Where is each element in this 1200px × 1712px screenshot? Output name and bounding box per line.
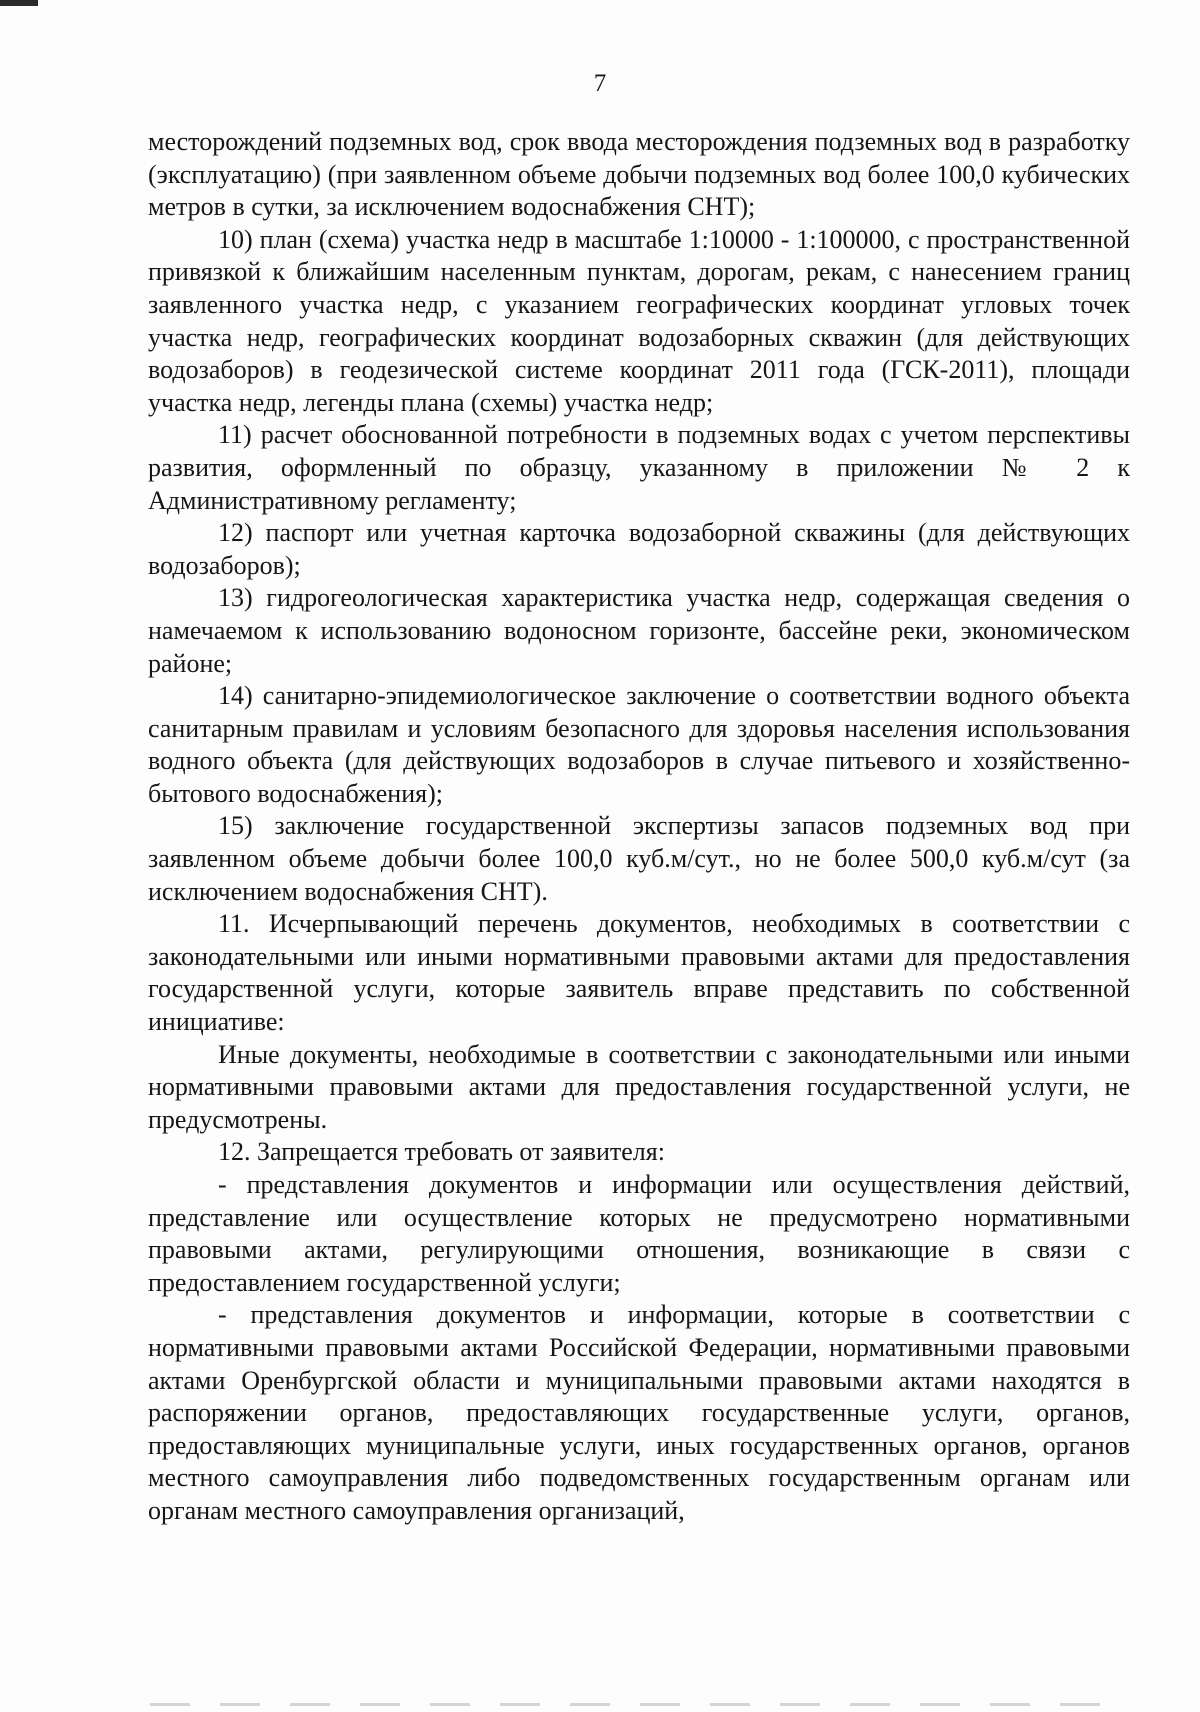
paragraph-item-15: 15) заключение государственной экспертизы запасов подземных вод при заявленном объеме добычи более 100,0 куб.м/сут., но не более 500,0 куб.м/сут (за исключением водоснабжения СНТ). (148, 811, 1130, 906)
page-number: 7 (593, 70, 607, 97)
paragraph-prohibition-2: - представления документов и информации, которые в соответствии с нормативными правовыми актами Российской Федерации, нормативными правовыми актами Оренбургской области и муниципальными правовыми актами находятся в распоряжении органов, предоставляющих государственные услуги, органов, предоставляющих муниципальные услуги, иных государственных органов, органов местного самоуправления либо подведомственных государственным органам или органам местного самоуправления организаций, (148, 1300, 1130, 1525)
document-body (148, 126, 1130, 1528)
scan-bottom-artifact (150, 1703, 1130, 1706)
paragraph-section-11: 11. Исчерпывающий перечень документов, необходимых в соответствии с законодательными или иными нормативными правовыми актами для предоставления государственной услуги, которые заявитель вправе представить по собственной инициативе: (148, 909, 1130, 1037)
paragraph-item-10: 10) план (схема) участка недр в масштабе 1:10000 - 1:100000, с пространственной привязкой к ближайшим населенным пунктам, дорогам, рекам, с нанесением границ заявленного участка недр, с указанием географических координат угловых точек участка недр, географических координат водозаборных скважин (для действующих водозаборов) в геодезической системе координат 2011 года (ГСК-2011), площади участка недр, легенды плана (схемы) участка недр; (148, 224, 1130, 417)
scan-edge-mark (0, 0, 38, 6)
paragraph-item-11: 11) расчет обоснованной потребности в подземных водах с учетом перспективы развития, оформленный по образцу, указанному в приложении № 2 к Административному регламенту; (148, 420, 1130, 515)
paragraph-item-14: 14) санитарно-эпидемиологическое заключение о соответствии водного объекта санитарным правилам и условиям безопасного для здоровья населения использования водного объекта (для действующих водозаборов в случае питьевого и хозяйственно-бытового водоснабжения); (148, 681, 1130, 808)
paragraph-other-documents: Иные документы, необходимые в соответствии с законодательными или иными нормативными правовыми актами для предоставления государственной услуги, не предусмотрены. (148, 1039, 1130, 1134)
paragraph-prohibition-1: - представления документов и информации или осуществления действий, представление или осуществление которых не предусмотрено нормативными правовыми актами, регулирующими отношения, возникающие в связи с предоставлением государственной услуги; (148, 1170, 1130, 1297)
paragraph-section-12: 12. Запрещается требовать от заявителя: (218, 1137, 665, 1167)
paragraph-continuation: месторождений подземных вод, срок ввода месторождения подземных вод в разработку (эксплуатацию) (при заявленном объеме добычи подземных вод более 100,0 кубических метров в сутки, за исключением водоснабжения СНТ); (148, 127, 1130, 222)
paragraph-item-13: 13) гидрогеологическая характеристика участка недр, содержащая сведения о намечаемом к использованию водоносном горизонте, бассейне реки, экономическом районе; (148, 583, 1130, 678)
paragraph-item-12: 12) паспорт или учетная карточка водозаборной скважины (для действующих водозаборов); (148, 518, 1130, 580)
